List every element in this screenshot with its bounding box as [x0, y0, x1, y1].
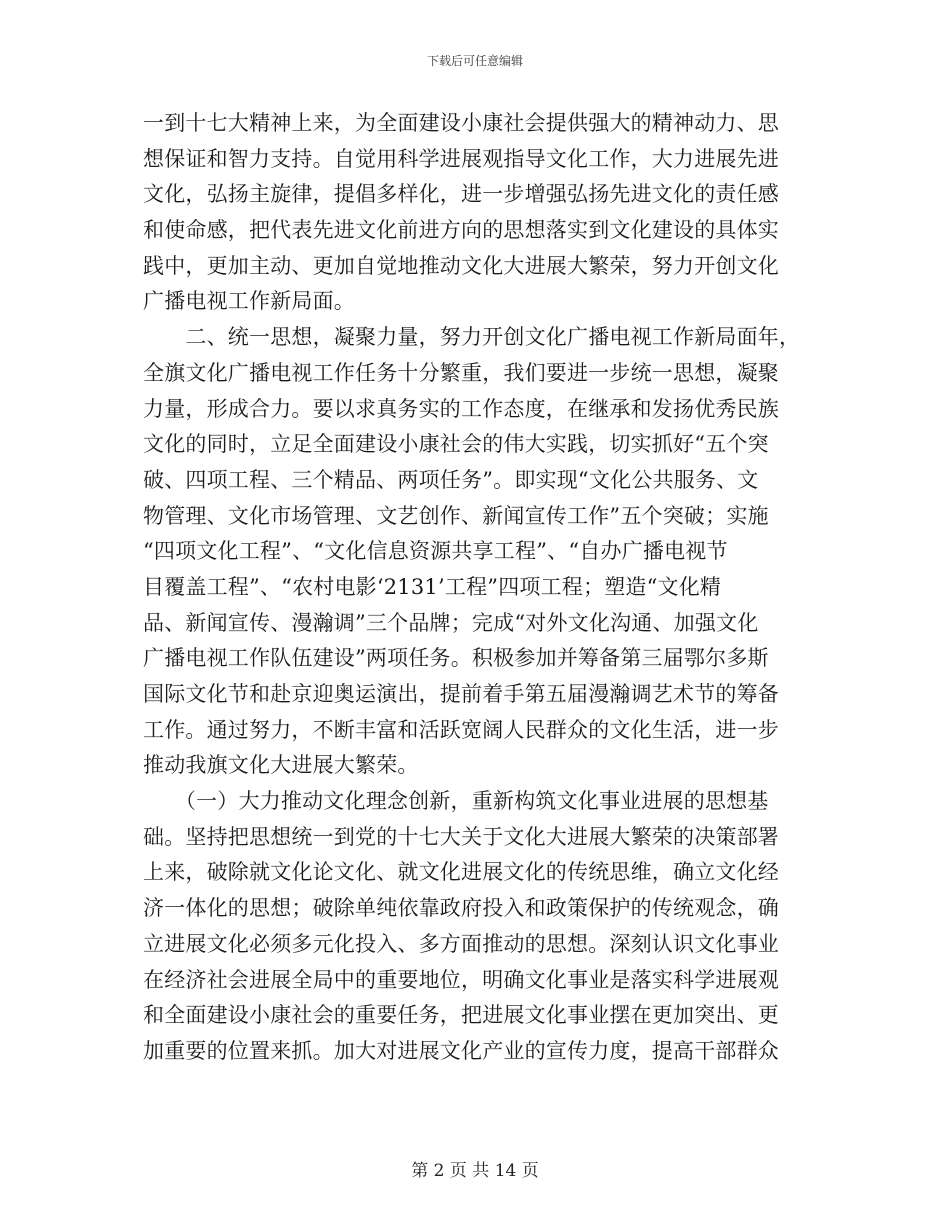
text-line: 目覆盖工程”、“农村电影‘2131’工程”四项工程；塑造“文化精: [143, 574, 722, 599]
page-footer: 第 2 页 共 14 页: [411, 1161, 539, 1181]
text-line: 文化，弘扬主旋律，提倡多样化，进一步增强弘扬先进文化的责任感: [143, 182, 779, 207]
text-line: 加重要的位置来抓。加大对进展文化产业的宣传力度，提高干部群众: [143, 1038, 779, 1063]
text-line: 济一体化的思想；破除单纯依靠政府投入和政策保护的传统观念，确: [143, 896, 779, 921]
text-line: 在经济社会进展全局中的重要地位，明确文化事业是落实科学进展观: [143, 967, 779, 992]
text-line: 想保证和智力支持。自觉用科学进展观指导文化工作，大力进展先进: [143, 146, 779, 171]
document-body: [143, 106, 811, 1070]
text-line: 广播电视工作新局面。: [143, 289, 355, 314]
text-line: （一）大力推动文化理念创新，重新构筑文化事业进展的思想基: [143, 789, 769, 814]
text-line: 广播电视工作队伍建设”两项任务。积极参加并筹备第三届鄂尔多斯: [143, 646, 769, 671]
text-line: 二、统一思想，凝聚力量，努力开创文化广播电视工作新局面年，: [143, 325, 801, 350]
text-line: 础。坚持把思想统一到党的十七大关于文化大进展大繁荣的决策部署: [143, 824, 779, 849]
text-line: 物管理、文化市场管理、文艺创作、新闻宣传工作”五个突破；实施: [143, 503, 769, 528]
text-line: 破、四项工程、三个精品、两项任务”。即实现“文化公共服务、文: [143, 467, 759, 492]
text-line: 力量，形成合力。要以求真务实的工作态度，在继承和发扬优秀民族: [143, 396, 779, 421]
text-line: 国际文化节和赴京迎奥运演出，提前着手第五届漫瀚调艺术节的筹备: [143, 682, 779, 706]
text-line: 践中，更加主动、更加自觉地推动文化大进展大繁荣，努力开创文化: [143, 253, 779, 278]
text-line: 立进展文化必须多元化投入、多方面推动的思想。深刻认识文化事业: [143, 931, 779, 956]
text-line: 工作。通过努力，不断丰富和活跃宽阔人民群众的文化生活，进一步: [143, 717, 779, 742]
text-line: 上来，破除就文化论文化、就文化进展文化的传统思维，确立文化经: [143, 860, 779, 885]
text-line: 全旗文化广播电视工作任务十分繁重，我们要进一步统一思想，凝聚: [143, 360, 779, 385]
text-line: 和使命感，把代表先进文化前进方向的思想落实到文化建设的具体实: [143, 218, 779, 243]
text-line: 一到十七大精神上来，为全面建设小康社会提供强大的精神动力、思: [143, 111, 779, 135]
text-line: “四项文化工程”、“文化信息资源共享工程”、“自办广播电视节: [143, 539, 728, 564]
text-line: 和全面建设小康社会的重要任务，把进展文化事业摆在更加突出、更: [143, 1003, 779, 1028]
text-line: 推动我旗文化大进展大繁荣。: [143, 753, 419, 778]
text-line: 文化的同时，立足全面建设小康社会的伟大实践，切实抓好“五个突: [143, 432, 769, 457]
text-line: 品、新闻宣传、漫瀚调”三个品牌；完成“对外文化沟通、加强文化: [143, 610, 759, 635]
page-header: 下载后可任意编辑: [426, 54, 523, 68]
